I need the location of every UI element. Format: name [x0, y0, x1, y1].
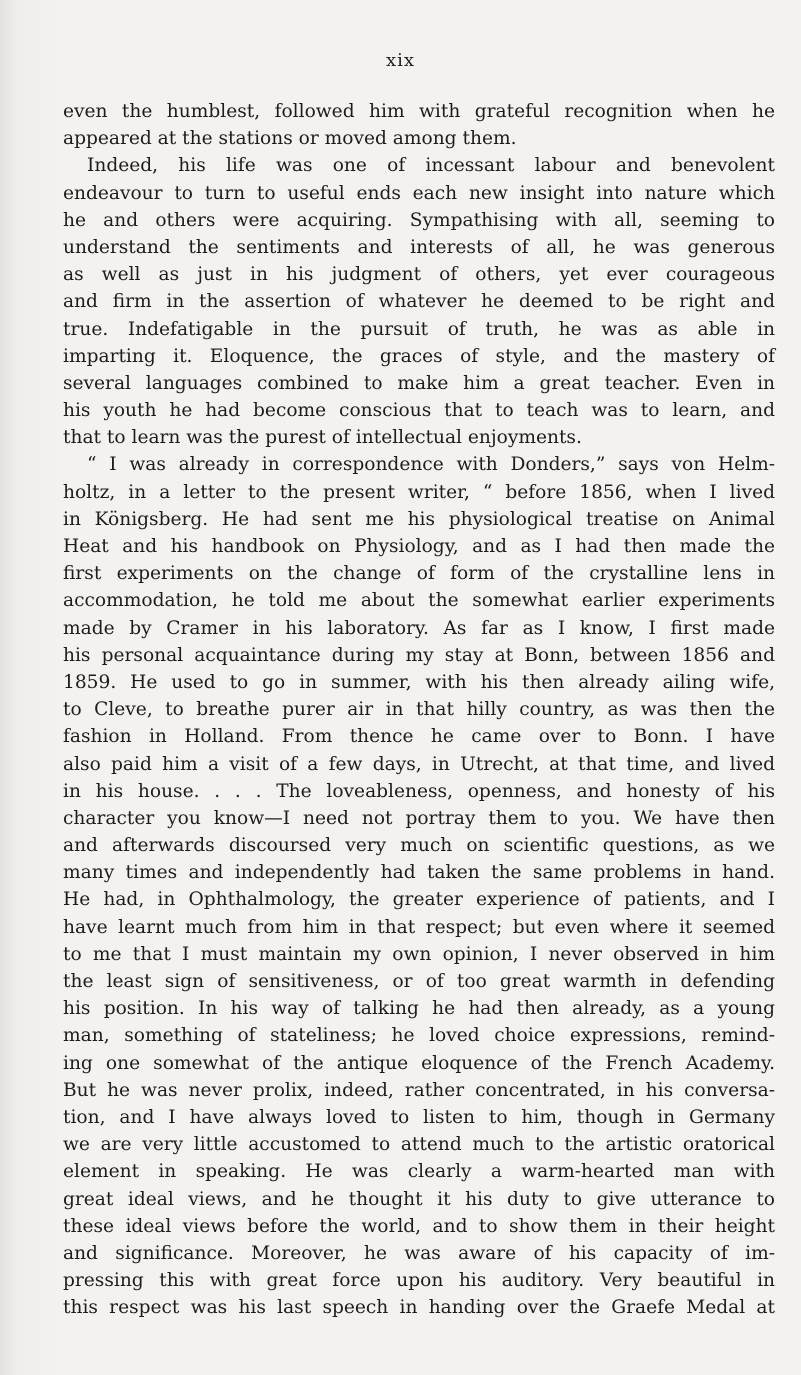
text-line: pressing this with great force upon his auditory. Very beautiful in [63, 1270, 775, 1292]
text-line: endeavour to turn to useful ends each new insight into nature which [63, 182, 775, 204]
text-line: ing one somewhat of the antique eloquence of the French Academy. [63, 1052, 775, 1074]
text-line: his position. In his way of talking he had then already, as a young [63, 998, 775, 1020]
text-line: Heat and his handbook on Physiology, and as I had then made the [63, 536, 775, 557]
text-line: that to learn was the purest of intellectual enjoyments. [63, 427, 582, 449]
text-line: as well as just in his judgment of others, yet ever courageous [63, 264, 775, 286]
text-line: He had, in Ophthalmology, the greater experience of patients, and I [63, 889, 775, 911]
text-line: imparting it. Eloquence, the graces of style, and the mastery of [63, 345, 775, 367]
text-line: character you know—I need not portray them to you. We have then [63, 807, 775, 829]
text-line: many times and independently had taken the same problems in hand. [63, 862, 775, 884]
text-line: But he was never prolix, indeed, rather concentrated, in his conversa- [63, 1079, 775, 1101]
text-line: to me that I must maintain my own opinion, I never observed in him [63, 943, 775, 965]
text-line: he and others were acquiring. Sympathising with all, seeming to [63, 209, 775, 231]
text-line: true. Indefatigable in the pursuit of truth, he was as able in [63, 318, 775, 340]
text-line: accommodation, he told me about the somewhat earlier experiments [63, 590, 775, 612]
text-line: first experiments on the change of form of the crystalline lens in [63, 563, 775, 585]
text-line: appeared at the stations or moved among them. [63, 128, 517, 150]
text-line: we are very little accustomed to attend much to the artistic oratorical [63, 1134, 775, 1156]
text-line: several languages combined to make him a great teacher. Even in [63, 372, 775, 394]
text-line: Indeed, his life was one of incessant labour and benevolent [87, 155, 775, 177]
text-line: even the humblest, followed him with grateful recognition when he [63, 101, 775, 122]
text-line: this respect was his last speech in handing over the Graefe Medal at [63, 1297, 775, 1319]
text-line: element in speaking. He was clearly a warm-hearted man with [63, 1161, 775, 1183]
text-line: his personal acquaintance during my stay at Bonn, between 1856 and [63, 644, 775, 666]
text-line: holtz, in a letter to the present writer, “ before 1856, when I lived [63, 481, 775, 503]
text-line: his youth he had become conscious that to teach was to learn, and [63, 400, 775, 422]
text-line: also paid him a visit of a few days, in Utrecht, at that time, and lived [63, 753, 775, 775]
text-line: have learnt much from him in that respect; but even where it seemed [63, 916, 775, 938]
text-line: tion, and I have always loved to listen to him, though in Germany [63, 1106, 775, 1128]
text-line: man, something of stateliness; he loved choice expressions, remind- [63, 1025, 775, 1047]
text-line: in Königsberg. He had sent me his physiological treatise on Animal [63, 508, 775, 530]
text-line: fashion in Holland. From thence he came over to Bonn. I have [63, 726, 775, 748]
text-line: and afterwards discoursed very much on scientific questions, as we [63, 835, 775, 857]
text-line: to Cleve, to breathe purer air in that hilly country, as was then the [63, 699, 775, 721]
text-line: and firm in the assertion of whatever he deemed to be right and [63, 291, 775, 313]
page-number: xix [385, 50, 416, 71]
text-line: great ideal views, and he thought it his duty to give utterance to [63, 1188, 775, 1210]
body-text [63, 98, 775, 1321]
text-line: made by Cramer in his laboratory. As far as I know, I first made [63, 617, 775, 639]
text-line: the least sign of sensitiveness, or of too great warmth in defending [63, 971, 775, 992]
text-line: 1859. He used to go in summer, with his then already ailing wife, [63, 671, 775, 693]
text-line: understand the sentiments and interests of all, he was generous [63, 236, 775, 258]
text-line: “ I was already in correspondence with Donders,” says von Helm- [87, 454, 775, 476]
text-line: these ideal views before the world, and to show them in their height [63, 1215, 775, 1237]
text-line: and significance. Moreover, he was aware of his capacity of im- [63, 1242, 775, 1264]
text-line: in his house. . . . The loveableness, openness, and honesty of his [63, 780, 775, 802]
